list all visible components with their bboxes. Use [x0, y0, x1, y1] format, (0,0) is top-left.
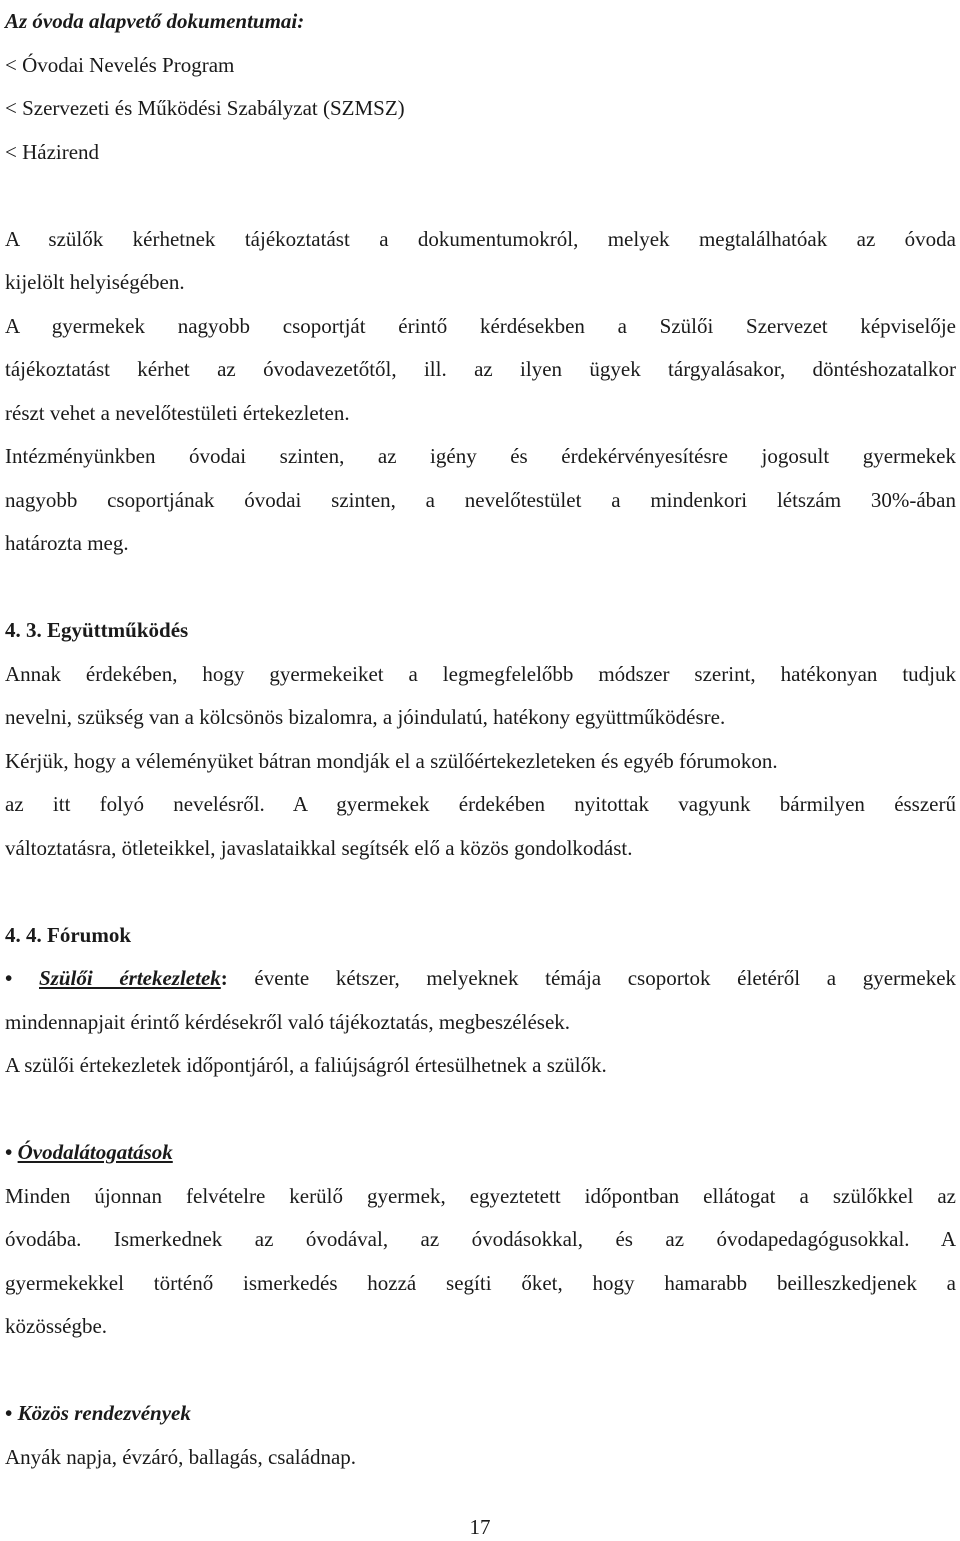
- forum-item-line: Minden újonnan felvételre kerülő gyermek, egyeztetett időpontban ellátogat a szülőkkel az: [5, 1183, 956, 1208]
- spacer: [5, 566, 956, 610]
- forum-item-label: Szülői értekezletek: [39, 966, 221, 990]
- forum-item-line: gyermekekkel történő ismerkedés hozzá segíti őket, hogy hamarabb beilleszkedjenek a: [5, 1270, 956, 1295]
- spacer: [5, 1349, 956, 1393]
- intro-line: határozta meg.: [5, 531, 129, 555]
- spacer: [5, 1088, 956, 1132]
- forum-item-line: Anyák napja, évzáró, ballagás, családnap.: [5, 1444, 357, 1469]
- forum-item-line: óvodába. Ismerkednek az óvodával, az óvodásokkal, és az óvodapedagógusokkal. A: [5, 1227, 956, 1251]
- label-colon: :: [220, 966, 228, 990]
- section-title-forumok: 4. 4. Fórumok: [5, 922, 131, 947]
- forum-item-label: Óvodalátogatások: [17, 1140, 173, 1164]
- cooperation-line: az itt folyó nevelésről. A gyermekek érdekében nyitottak vagyunk bármilyen ésszerű: [5, 792, 956, 816]
- spacer: [5, 870, 956, 914]
- forum-item-label: Közös rendezvények: [17, 1401, 191, 1425]
- cooperation-line: Kérjük, hogy a véleményüket bátran mondják el a szülőértekezleteken és egyéb fórumokon.: [5, 748, 778, 773]
- intro-line: nagyobb csoportjának óvodai szinten, a nevelőtestület a mindenkori létszám 30%-ában: [5, 487, 956, 512]
- document-page: [5, 0, 956, 1479]
- forum-item-line: mindennapjait érintő kérdésekről való tájékoztatás, megbeszélések.: [5, 1009, 571, 1034]
- forum-item-line: közösségbe.: [5, 1314, 108, 1338]
- intro-line: A gyermekek nagyobb csoportját érintő kérdésekben a Szülői Szervezet képviselője: [5, 313, 956, 338]
- bullet-icon: •: [5, 966, 13, 990]
- intro-line: tájékoztatást kérhet az óvodavezetőtől, ill. az ilyen ügyek tárgyalásakor, döntéshozatalkor: [5, 357, 956, 381]
- forum-item-kozos-rendezvenyek: [5, 1392, 956, 1436]
- page-number: 17: [469, 1515, 491, 1539]
- document-item-szmsz: < Szervezeti és Működési Szabályzat (SZMSZ): [5, 96, 405, 120]
- bullet-icon: •: [5, 1140, 13, 1164]
- intro-line: kijelölt helyiségében.: [5, 270, 185, 294]
- forum-item-ovodalatogatasok: [5, 1131, 956, 1175]
- intro-line: A szülők kérhetnek tájékoztatást a dokumentumokról, melyek megtalálhatóak az óvoda: [5, 226, 956, 251]
- intro-line: Intézményünkben óvodai szinten, az igény és érdekérvényesítésre jogosult gyermekek: [5, 444, 956, 468]
- cooperation-line: nevelni, szükség van a kölcsönös bizalomra, a jóindulatú, hatékony együttműködésre.: [5, 705, 726, 729]
- forum-item-line: A szülői értekezletek időpontjáról, a faliújságról értesülhetnek a szülők.: [5, 1053, 607, 1077]
- document-item-hazirend: < Házirend: [5, 139, 100, 164]
- document-item-program: < Óvodai Nevelés Program: [5, 52, 235, 77]
- section-title-egyuttmukodes: 4. 3. Együttműködés: [5, 618, 189, 642]
- spacer: [5, 174, 956, 218]
- cooperation-line: változtatásra, ötleteikkel, javaslataikkal segítsék elő a közös gondolkodást.: [5, 835, 633, 860]
- forum-item-text: évente kétszer, melyeknek témája csoportok életéről a gyermekek: [227, 966, 957, 990]
- bullet-icon: •: [5, 1401, 13, 1425]
- intro-line: részt vehet a nevelőtestületi értekezleten.: [5, 400, 350, 425]
- documents-heading: Az óvoda alapvető dokumentumai:: [5, 9, 305, 33]
- forum-item-szuloi-ertekezletek: [5, 957, 956, 1001]
- cooperation-line: Annak érdekében, hogy gyermekeiket a legmegfelelőbb módszer szerint, hatékonyan tudjuk: [5, 661, 956, 686]
